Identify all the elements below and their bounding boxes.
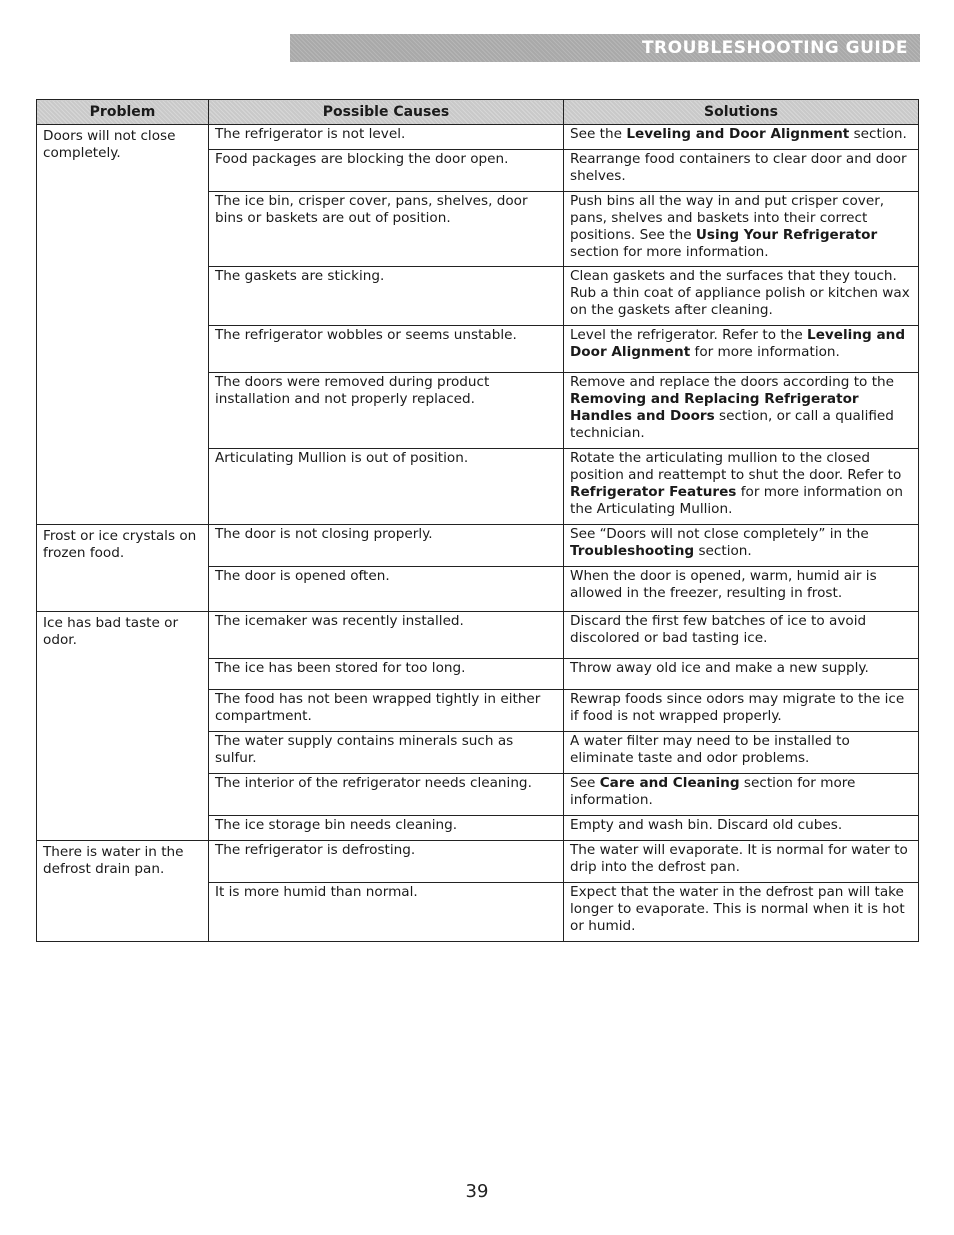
cause-cell: The door is not closing properly. xyxy=(209,525,564,567)
table-row xyxy=(37,841,919,883)
solution-text: Rearrange food containers to clear door and door shelves. xyxy=(570,151,907,184)
cause-cell: The food has not been wrapped tightly in either compartment. xyxy=(209,690,564,732)
cause-cell: Food packages are blocking the door open. xyxy=(209,150,564,192)
solution-text: Rotate the articulating mullion to the closed position and reattempt to shut the door. Refer to xyxy=(570,450,902,483)
table-row xyxy=(37,125,919,150)
column-header-problem: Problem xyxy=(37,100,209,125)
column-header-solutions: Solutions xyxy=(564,100,919,125)
solution-text: Level the refrigerator. Refer to the xyxy=(570,327,808,343)
solution-cell xyxy=(564,659,919,690)
solution-cell xyxy=(564,774,919,816)
solution-text: Expect that the water in the defrost pan will take longer to evaporate. This is normal when it is hot or humid. xyxy=(570,884,905,934)
solution-text: Empty and wash bin. Discard old cubes. xyxy=(570,817,843,833)
solution-cell xyxy=(564,373,919,449)
solution-cell xyxy=(564,192,919,267)
cause-cell: The icemaker was recently installed. xyxy=(209,612,564,659)
cause-cell: It is more humid than normal. xyxy=(209,883,564,942)
solution-reference: Leveling and Door Alignment xyxy=(570,327,906,360)
problem-cell: Doors will not close completely. xyxy=(37,125,209,525)
solution-cell xyxy=(564,612,919,659)
table-row xyxy=(37,612,919,659)
solution-text: Discard the first few batches of ice to avoid discolored or bad tasting ice. xyxy=(570,613,867,646)
solution-cell xyxy=(564,567,919,612)
cause-cell: Articulating Mullion is out of position. xyxy=(209,449,564,525)
solution-text: for more information. xyxy=(690,344,840,360)
solution-cell xyxy=(564,326,919,373)
cause-cell: The ice has been stored for too long. xyxy=(209,659,564,690)
cause-cell: The ice storage bin needs cleaning. xyxy=(209,816,564,841)
cause-cell: The ice bin, crisper cover, pans, shelves, door bins or baskets are out of position. xyxy=(209,192,564,267)
solution-reference: Removing and Replacing Refrigerator Handles and Doors xyxy=(570,391,859,424)
solution-cell xyxy=(564,150,919,192)
section-banner: TROUBLESHOOTING GUIDE xyxy=(290,34,920,62)
solution-text: When the door is opened, warm, humid air is allowed in the freezer, resulting in frost. xyxy=(570,568,877,601)
solution-text: section for more information. xyxy=(570,775,856,808)
solution-cell xyxy=(564,125,919,150)
table-body xyxy=(37,125,919,942)
solution-text: for more information on the Articulating Mullion. xyxy=(570,484,903,517)
solution-text: Remove and replace the doors according to the xyxy=(570,374,895,390)
cause-cell: The doors were removed during product installation and not properly replaced. xyxy=(209,373,564,449)
solution-text: See xyxy=(570,775,600,791)
table-row xyxy=(37,525,919,567)
solution-text: See “Doors will not close completely” in the xyxy=(570,526,869,542)
column-header-possible-causes: Possible Causes xyxy=(209,100,564,125)
cause-cell: The gaskets are sticking. xyxy=(209,267,564,326)
solution-cell xyxy=(564,267,919,326)
solution-text: The water will evaporate. It is normal for water to drip into the defrost pan. xyxy=(570,842,908,875)
solution-cell xyxy=(564,449,919,525)
solution-text: Throw away old ice and make a new supply. xyxy=(570,660,869,676)
cause-cell: The refrigerator is not level. xyxy=(209,125,564,150)
solution-text: A water filter may need to be installed to eliminate taste and odor problems. xyxy=(570,733,850,766)
solution-text: Clean gaskets and the surfaces that they touch. Rub a thin coat of appliance polish or kitchen wax on the gaskets after cleaning. xyxy=(570,268,910,318)
solution-reference: Care and Cleaning xyxy=(599,775,740,791)
cause-cell: The water supply contains minerals such as sulfur. xyxy=(209,732,564,774)
solution-text: section. xyxy=(849,126,907,142)
problem-cell: Frost or ice crystals on frozen food. xyxy=(37,525,209,612)
page-number: 39 xyxy=(465,1181,489,1202)
solution-text: section for more information. xyxy=(570,244,769,260)
solution-text: Push bins all the way in and put crisper cover, pans, shelves and baskets into their correct positions. See the xyxy=(570,193,885,243)
solution-reference: Using Your Refrigerator xyxy=(695,227,878,243)
cause-cell: The door is opened often. xyxy=(209,567,564,612)
solution-text: section, or call a qualified technician. xyxy=(570,408,894,441)
problem-cell: There is water in the defrost drain pan. xyxy=(37,841,209,942)
solution-cell xyxy=(564,525,919,567)
troubleshooting-table xyxy=(36,99,919,942)
solution-reference: Leveling and Door Alignment xyxy=(626,126,850,142)
solution-cell xyxy=(564,883,919,942)
solution-text: section. xyxy=(694,543,752,559)
solution-cell xyxy=(564,816,919,841)
solution-cell xyxy=(564,732,919,774)
problem-cell: Ice has bad taste or odor. xyxy=(37,612,209,841)
solution-text: See the xyxy=(570,126,627,142)
solution-reference: Troubleshooting xyxy=(570,543,695,559)
solution-text: Rewrap foods since odors may migrate to the ice if food is not wrapped properly. xyxy=(570,691,905,724)
cause-cell: The refrigerator is defrosting. xyxy=(209,841,564,883)
cause-cell: The interior of the refrigerator needs cleaning. xyxy=(209,774,564,816)
cause-cell: The refrigerator wobbles or seems unstable. xyxy=(209,326,564,373)
solution-reference: Refrigerator Features xyxy=(570,484,737,500)
solution-cell xyxy=(564,690,919,732)
solution-cell xyxy=(564,841,919,883)
table-header-row xyxy=(37,100,919,125)
